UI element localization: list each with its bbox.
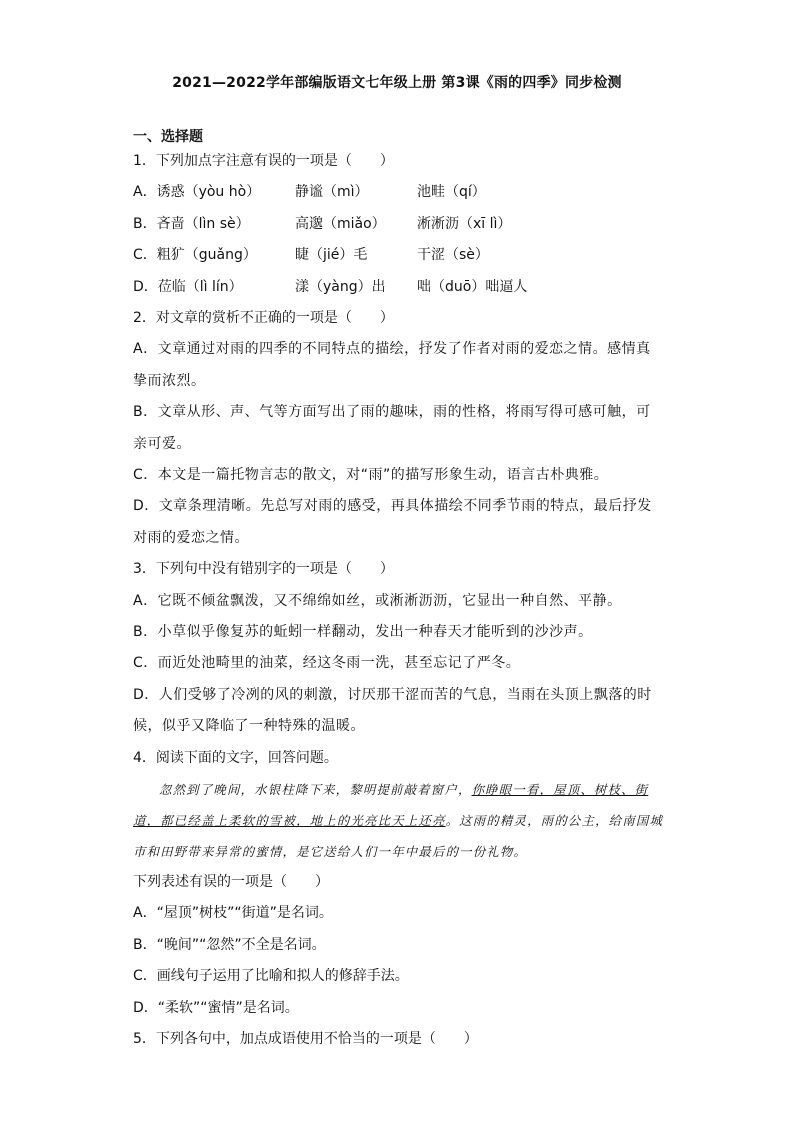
passage-text-after: 。这雨的精灵，雨的公主，给南国城市和田野带来异常的蜜情，是它送给人们一年中最后的一份礼物。 xyxy=(133,813,664,859)
question-5-stem: 5．下列各句中，加点成语使用不恰当的一项是（ ） xyxy=(133,1030,478,1047)
option-a-item-1: A．诱惑（yòu hò） xyxy=(133,184,261,201)
question-3-option-d: D．人们受够了冷冽的风的刺激，讨厌那干涩而苦的气息，当雨在头顶上飘落的时候，似乎又降临了一种特殊的温暖。 xyxy=(133,686,652,735)
option-c-item-1: C．粗犷（guǎng） xyxy=(133,247,257,264)
question-4-option-a: A．“屋顶”树枝”“街道”是名词。 xyxy=(133,905,333,922)
question-2-stem: 2．对文章的赏析不正确的一项是（ ） xyxy=(133,309,394,326)
question-1-stem: 1．下列加点字注意有误的一项是（ ） xyxy=(133,153,394,169)
question-2-option-d: D．文章条理清晰。先总写对雨的感受，再具体描绘不同季节雨的特点，最后抒发对雨的爱恋之情。 xyxy=(133,498,652,546)
option-a-item-3: 池畦（qí） xyxy=(417,184,486,201)
option-b-item-3: 淅淅沥（xī lì） xyxy=(417,215,512,232)
question-3-option-b: B．小草似乎像复苏的蚯蚓一样翻动，发出一种春天才能听到的沙沙声。 xyxy=(133,623,593,640)
question-3-option-a: A．它既不倾盆飘泼，又不绵绵如丝，或淅淅沥沥，它显出一种自然、平静。 xyxy=(133,592,622,609)
question-4-option-b: B．“晚间”“忽然”不全是名词。 xyxy=(133,936,326,953)
question-2-option-b: B．文章从形、声、气等方面写出了雨的趣味，雨的性格，将雨写得可感可触，可亲可爱。 xyxy=(133,404,651,452)
option-b-item-2: 高邈（miǎo） xyxy=(295,215,386,232)
question-4-prompt: 下列表述有误的一项是（ ） xyxy=(133,874,329,890)
option-d-item-1: D．莅临（lì lín） xyxy=(133,278,243,295)
question-1-option-b xyxy=(133,209,665,240)
passage-text-before: 忽然到了晚间，水银柱降下来，黎明提前敲着窗户， xyxy=(159,782,472,797)
option-b-item-1: B．吝啬（lìn sè） xyxy=(133,215,250,232)
question-1-option-a xyxy=(133,177,665,208)
question-2-option-c: C．本文是一篇托物言志的散文，对“雨”的描写形象生动，语言古朴典雅。 xyxy=(133,466,609,483)
reading-passage xyxy=(133,774,665,867)
option-d-item-2: 漾（yàng）出 xyxy=(295,278,386,295)
passage-underlined-sentence: 你睁眼一看，屋顶、树枝、街道，都已经盖上柔软的雪被，地上的光亮比天上还亮 xyxy=(133,782,649,828)
question-4-option-c: C．画线句子运用了比喻和拟人的修辞手法。 xyxy=(133,968,409,985)
option-c-item-3: 干涩（sè） xyxy=(417,247,489,264)
section-heading: 一、选择题 xyxy=(133,129,203,145)
option-a-item-2: 静谧（mì） xyxy=(295,184,369,201)
question-3-option-c: C．而近处池畸里的油菜，经这冬雨一洗，甚至忘记了严冬。 xyxy=(133,655,521,672)
option-d-item-3: 咄（duō）咄逼人 xyxy=(417,278,528,295)
question-3-stem: 3．下列句中没有错别字的一项是（ ） xyxy=(133,561,394,578)
question-1-option-c xyxy=(133,240,665,271)
question-list xyxy=(133,146,665,1055)
question-1-option-d xyxy=(133,272,665,303)
option-c-item-2: 睫（jié）毛 xyxy=(295,247,368,264)
page-title: 2021—2022学年部编版语文七年级上册 第3课《雨的四季》同步检测 xyxy=(172,75,622,91)
question-4-stem: 4．阅读下面的文字，回答问题。 xyxy=(133,749,338,766)
question-4-option-d: D．“柔软”“蜜情”是名词。 xyxy=(133,999,299,1016)
question-2-option-a: A．文章通过对雨的四季的不同特点的描绘，抒发了作者对雨的爱恋之情。感情真挚而浓烈。 xyxy=(133,341,651,389)
